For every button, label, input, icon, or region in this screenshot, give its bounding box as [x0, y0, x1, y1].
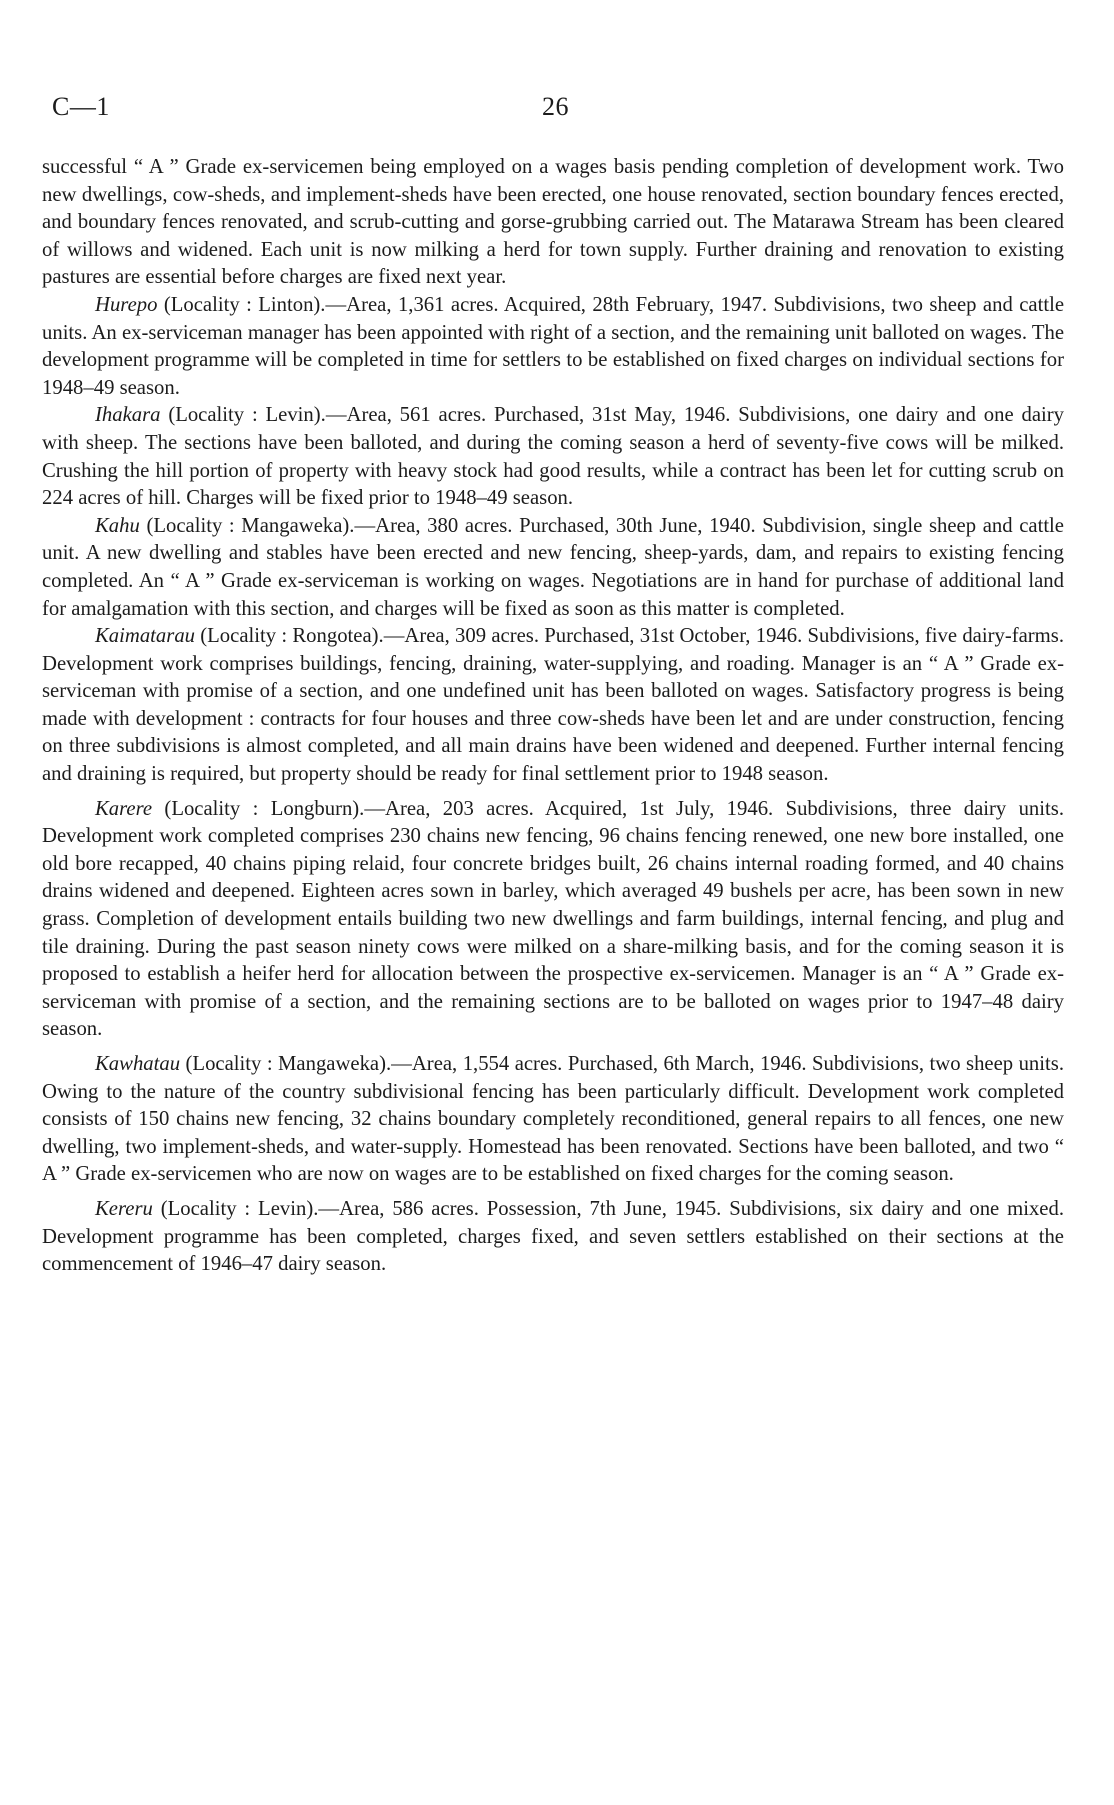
paragraph-kaimatarau — [42, 623, 1064, 789]
document-code: C—1 — [52, 92, 110, 121]
page-number: 26 — [542, 92, 569, 121]
page-header — [42, 92, 1064, 132]
paragraph-kereru — [42, 1196, 1064, 1279]
paragraph-hurepo — [42, 292, 1064, 402]
paragraph-text: (Locality : Mangaweka).—Area, 380 acres. Purchased, 30th June, 1940. Subdivision, single sheep and cattle unit. A new dwelling and stables have been erected and new fencing, sheep-yards, dam, and repairs to existing fencing completed. An “ A ” Grade ex-serviceman is working on wages. Negotiations are in hand for purchase of additional land for amalgamation with this section, and charges will be fixed as soon as this matter is completed. — [42, 514, 1064, 620]
paragraph-karere — [42, 796, 1064, 1044]
paragraph-text: (Locality : Levin).—Area, 586 acres. Possession, 7th June, 1945. Subdivisions, six dairy and one mixed. Development programme has been completed, charges fixed, and seven settlers established on their sections at the commencement of 1946–47 dairy season. — [42, 1197, 1064, 1276]
paragraph-ihakara — [42, 402, 1064, 512]
paragraph-kawhatau — [42, 1051, 1064, 1189]
body-text — [42, 154, 1064, 1279]
property-name: Kereru — [95, 1197, 153, 1220]
page-content — [42, 92, 1064, 1279]
paragraph-text: (Locality : Longburn).—Area, 203 acres. Acquired, 1st July, 1946. Subdivisions, three dairy units. Development work completed comprises 230 chains new fencing, 96 chains fencing renewed, one new bore installed, one old bore recapped, 40 chains piping relaid, four concrete bridges built, 26 chains internal roading formed, and 40 chains drains widened and deepened. Eighteen acres sown in barley, which averaged 49 bushels per acre, has been sown in new grass. Completion of development entails building two new dwellings and farm buildings, internal fencing, and plug and tile draining. During the past season ninety cows were milked on a share-milking basis, and for the coming season it is proposed to establish a heifer herd for allocation between the prospective ex-servicemen. Manager is an “ A ” Grade ex-serviceman with promise of a section, and the remaining sections are to be balloted on wages prior to 1947–48 dairy season. — [42, 797, 1064, 1041]
paragraph-text: (Locality : Linton).—Area, 1,361 acres. Acquired, 28th February, 1947. Subdivisions, two sheep and cattle units. An ex-serviceman manager has been appointed with right of a section, and the remaining unit balloted on wages. The development programme will be completed in time for settlers to be established on fixed charges on individual sections for 1948–49 season. — [42, 293, 1064, 399]
property-name: Ihakara — [95, 404, 161, 427]
property-name: Hurepo — [95, 293, 158, 316]
paragraph-kahu — [42, 513, 1064, 623]
property-name: Kawhatau — [95, 1053, 181, 1075]
paragraph-continuation — [42, 154, 1064, 292]
paragraph-text: successful “ A ” Grade ex-servicemen being employed on a wages basis pending completion of development work. Two new dwellings, cow-sheds, and implement-sheds have been erected, one house renovated, section boundary fences erected, and boundary fences renovated, and scrub-cutting and gorse-grubbing carried out. The Matarawa Stream has been cleared of willows and widened. Each unit is now milking a herd for town supply. Further draining and renovation to existing pastures are essential before charges are fixed next year. — [42, 156, 1064, 289]
property-name: Kaimatarau — [95, 625, 196, 648]
paragraph-text: (Locality : Mangaweka).—Area, 1,554 acres. Purchased, 6th March, 1946. Subdivisions, two sheep units. Owing to the nature of the country subdivisional fencing has been particularly difficult. Development work completed consists of 150 chains new fencing, 32 chains boundary completely reconditioned, general repairs to all fences, one new dwelling, two implement-sheds, and water-supply. Homestead has been renovated. Sections have been balloted, and two “ A ” Grade ex-servicemen who are now on wages are to be established on fixed charges for the coming season. — [42, 1053, 1064, 1186]
paragraph-text: (Locality : Rongotea).—Area, 309 acres. Purchased, 31st October, 1946. Subdivisions, five dairy-farms. Development work comprises buildings, fencing, draining, water-supplying, and roading. Manager is an “ A ” Grade ex-serviceman with promise of a section, and one undefined unit has been balloted on wages. Satisfactory progress is being made with development : contracts for four houses and three cow-sheds have been let and are under construction, fencing on three subdivisions is almost completed, and all main drains have been widened and deepened. Further internal fencing and draining is required, but property should be ready for final settlement prior to 1948 season. — [42, 625, 1064, 786]
property-name: Karere — [95, 797, 153, 820]
property-name: Kahu — [95, 514, 140, 537]
paragraph-text: (Locality : Levin).—Area, 561 acres. Purchased, 31st May, 1946. Subdivisions, one dairy and one dairy with sheep. The sections have been balloted, and during the coming season a herd of seventy-five cows will be milked. Crushing the hill portion of property with heavy stock had good results, while a contract has been let for cutting scrub on 224 acres of hill. Charges will be fixed prior to 1948–49 season. — [42, 404, 1064, 510]
